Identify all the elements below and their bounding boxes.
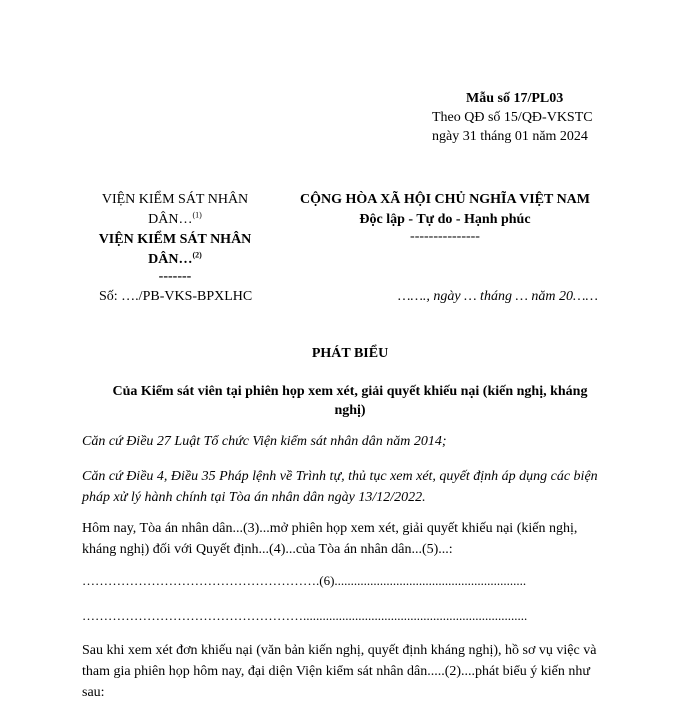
nation-motto: Độc lập - Tự do - Hạnh phúc bbox=[359, 212, 531, 227]
form-number: Mẫu số 17/PL03 bbox=[466, 91, 564, 106]
agency-lower-line1: VIỆN KIỂM SÁT NHÂN bbox=[98, 232, 252, 247]
nation-name: CỘNG HÒA XÃ HỘI CHỦ NGHĨA VIỆT NAM bbox=[299, 192, 590, 207]
agency-upper-note: (1) bbox=[192, 210, 202, 220]
agency-lower-note: (2) bbox=[192, 250, 202, 260]
form-reference bbox=[420, 89, 600, 146]
agency-upper bbox=[82, 190, 268, 230]
agency-header bbox=[82, 190, 268, 284]
agency-upper-line1: VIỆN KIỂM SÁT NHÂN bbox=[101, 192, 249, 207]
form-decision: Theo QĐ số 15/QĐ-VKSTC bbox=[432, 110, 593, 125]
legal-basis-2: Căn cứ Điều 4, Điều 35 Pháp lệnh về Trình tự, thủ tục xem xét, quyết định áp dụng các biện pháp xử lý hành chính tại Tòa án nhân dân ngày 13/12/2022. bbox=[82, 469, 598, 505]
agency-upper-line2: DÂN… bbox=[148, 212, 193, 227]
closing-paragraph: Sau khi xem xét đơn khiếu nại (văn bản kiến nghị, quyết định kháng nghị), hồ sơ vụ việc và tham gia phiên họp hôm nay, đại diện Viện kiểm sát nhân dân.....(2)....phát biểu ý kiến như sau: bbox=[82, 643, 597, 700]
date-line: ……., ngày … tháng … năm 20…… bbox=[398, 289, 598, 304]
form-date: ngày 31 tháng 01 năm 2024 bbox=[432, 129, 588, 144]
nation-rule: --------------- bbox=[410, 229, 480, 244]
document-number: Số: …./PB-VKS-BPXLHC bbox=[99, 289, 253, 304]
intro-paragraph: Hôm nay, Tòa án nhân dân...(3)...mở phiên họp xem xét, giải quyết khiếu nại (kiến nghị, kháng nghị) đối với Quyết định...(4)...của Tòa án nhân dân...(5)...: bbox=[82, 521, 578, 557]
agency-lower-line2: DÂN… bbox=[148, 252, 193, 267]
national-header bbox=[285, 190, 605, 244]
agency-lower bbox=[82, 230, 268, 270]
agency-rule: ------- bbox=[158, 269, 192, 284]
fill-line-2: ……………………………………………..................................................................... bbox=[82, 608, 528, 623]
document-subtitle: Của Kiểm sát viên tại phiên họp xem xét, giải quyết khiếu nại (kiến nghị, kháng nghị) bbox=[112, 384, 588, 418]
document-title: PHÁT BIỂU bbox=[311, 346, 389, 361]
fill-line-1: ……………………………………………….(6)........................................................... bbox=[82, 573, 527, 588]
legal-basis-1: Căn cứ Điều 27 Luật Tổ chức Viện kiểm sát nhân dân năm 2014; bbox=[82, 434, 447, 449]
